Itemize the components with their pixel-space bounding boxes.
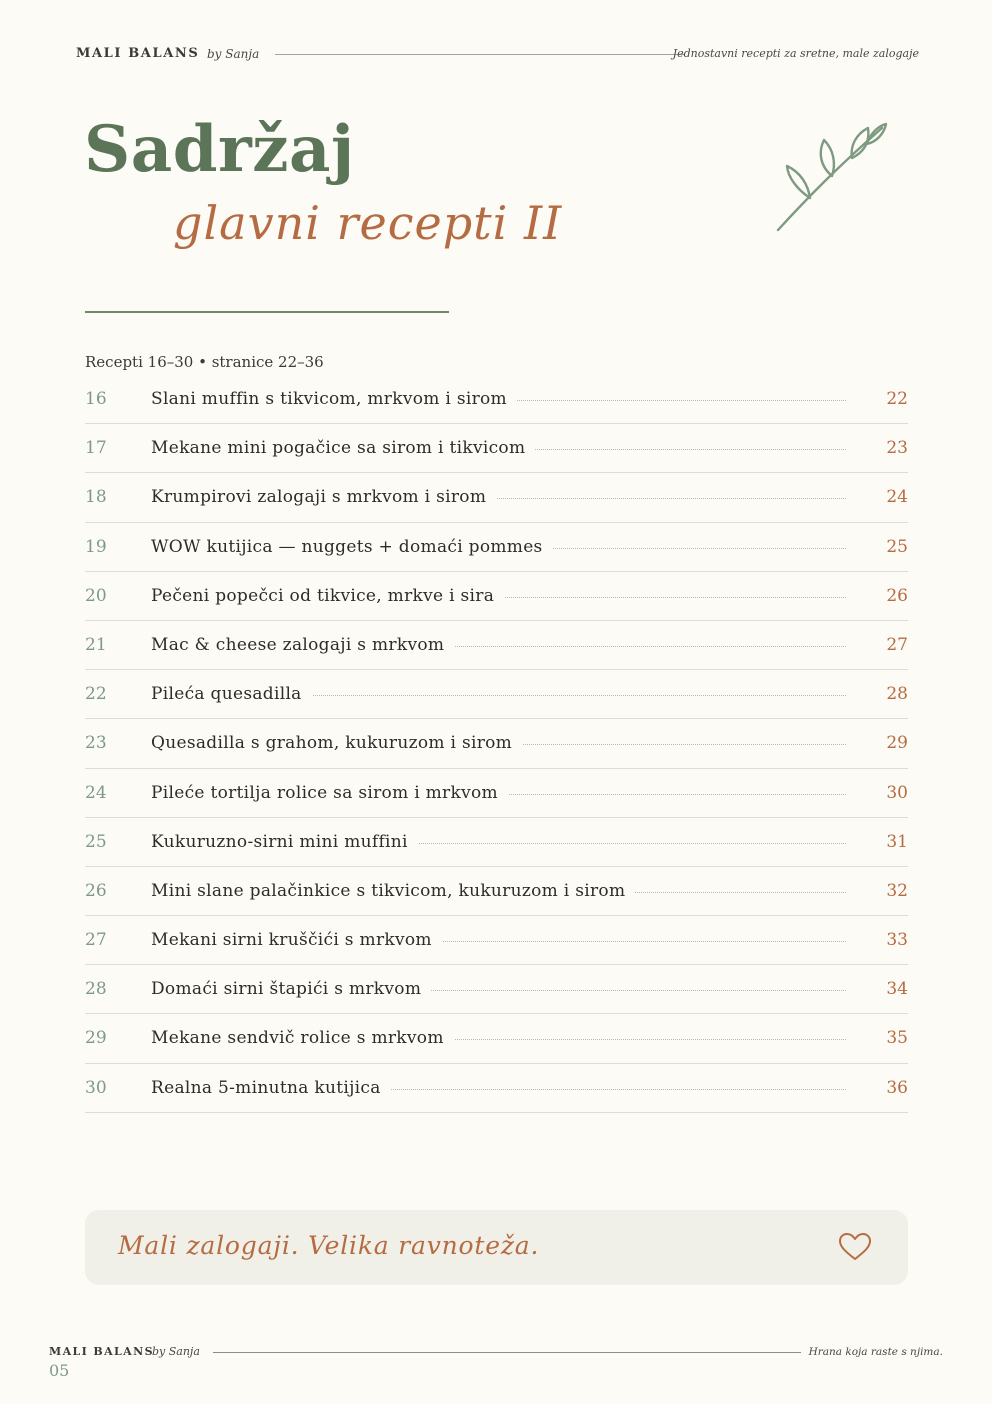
page-ref: 22 <box>886 389 908 409</box>
header-tagline: Jednostavni recepti za sretne, male zalogaje <box>672 47 919 60</box>
footer-divider <box>213 1352 801 1353</box>
recipe-number: 18 <box>85 487 107 508</box>
toc-row[interactable] <box>85 965 908 1014</box>
recipe-number: 30 <box>85 1077 107 1098</box>
table-of-contents <box>85 375 908 1113</box>
recipe-title: WOW kutijica — nuggets + domaći pommes <box>151 537 553 557</box>
page-title: Sadržaj <box>84 112 355 187</box>
page-ref: 30 <box>886 782 908 803</box>
footer-author: by Sanja <box>152 1345 200 1358</box>
header-divider <box>275 54 685 55</box>
page-ref: 26 <box>886 585 908 606</box>
recipe-title: Pileća quesadilla <box>151 684 312 704</box>
leaf-sprig-icon <box>770 120 890 235</box>
recipe-title: Pečeni popečci od tikvice, mrkve i sira <box>151 586 504 606</box>
recipe-title: Kukuruzno-sirni mini muffini <box>151 832 418 852</box>
recipe-number: 28 <box>85 979 107 1000</box>
recipe-title: Realna 5-minutna kutijica <box>151 1078 391 1098</box>
recipe-title: Slani muffin s tikvicom, mrkvom i sirom <box>151 389 517 409</box>
recipe-number: 22 <box>85 684 107 705</box>
recipe-number: 25 <box>85 831 107 852</box>
recipe-title: Mini slane palačinkice s tikvicom, kukuruzom i sirom <box>151 881 635 901</box>
toc-row[interactable] <box>85 719 908 768</box>
page-ref: 35 <box>886 1028 908 1049</box>
recipe-number: 17 <box>85 438 107 459</box>
toc-row[interactable] <box>85 769 908 818</box>
recipe-number: 29 <box>85 1028 107 1049</box>
page-ref: 25 <box>886 536 908 557</box>
toc-row[interactable] <box>85 473 908 522</box>
toc-row[interactable] <box>85 523 908 572</box>
toc-row[interactable] <box>85 572 908 621</box>
page-ref: 33 <box>886 930 908 951</box>
page-ref: 32 <box>886 880 908 901</box>
page-ref: 27 <box>886 634 908 655</box>
recipe-range-label: Recepti 16–30 • stranice 22–36 <box>85 353 324 371</box>
recipe-title: Mekani sirni kruščići s mrkvom <box>151 930 442 950</box>
title-underline <box>85 311 449 313</box>
recipe-title: Mac & cheese zalogaji s mrkvom <box>151 635 454 655</box>
recipe-title: Mekane sendvič rolice s mrkvom <box>151 1028 454 1048</box>
toc-row[interactable] <box>85 621 908 670</box>
recipe-number: 21 <box>85 634 107 655</box>
recipe-title: Domaći sirni štapići s mrkvom <box>151 979 431 999</box>
footer-tagline: Hrana koja raste s njima. <box>808 1346 943 1358</box>
header-brand: MALI BALANS <box>76 46 200 61</box>
toc-row[interactable] <box>85 424 908 473</box>
page-ref: 23 <box>886 438 908 459</box>
toc-row[interactable] <box>85 1014 908 1063</box>
recipe-title: Krumpirovi zalogaji s mrkvom i sirom <box>151 487 496 507</box>
page-number: 05 <box>49 1361 70 1380</box>
recipe-number: 16 <box>85 389 107 409</box>
recipe-number: 19 <box>85 536 107 557</box>
toc-row[interactable] <box>85 670 908 719</box>
toc-row[interactable] <box>85 1064 908 1113</box>
recipe-number: 27 <box>85 930 107 951</box>
toc-row[interactable] <box>85 375 908 424</box>
quote-text: Mali zalogaji. Velika ravnoteža. <box>118 1231 540 1260</box>
page-ref: 24 <box>886 487 908 508</box>
toc-row[interactable] <box>85 867 908 916</box>
recipe-title: Mekane mini pogačice sa sirom i tikvicom <box>151 438 535 458</box>
page-ref: 34 <box>886 979 908 1000</box>
page-subtitle: glavni recepti II <box>173 196 563 250</box>
recipe-number: 20 <box>85 585 107 606</box>
recipe-number: 23 <box>85 733 107 754</box>
page-ref: 31 <box>886 831 908 852</box>
toc-row[interactable] <box>85 916 908 965</box>
heart-icon <box>838 1232 872 1262</box>
page-ref: 29 <box>886 733 908 754</box>
page-ref: 36 <box>886 1077 908 1098</box>
page-ref: 28 <box>886 684 908 705</box>
toc-row[interactable] <box>85 818 908 867</box>
header-author: by Sanja <box>207 47 260 61</box>
recipe-title: Pileće tortilja rolice sa sirom i mrkvom <box>151 783 508 803</box>
recipe-number: 26 <box>85 880 107 901</box>
footer-brand: MALI BALANS <box>49 1345 154 1358</box>
recipe-title: Quesadilla s grahom, kukuruzom i sirom <box>151 733 522 753</box>
recipe-number: 24 <box>85 782 107 803</box>
